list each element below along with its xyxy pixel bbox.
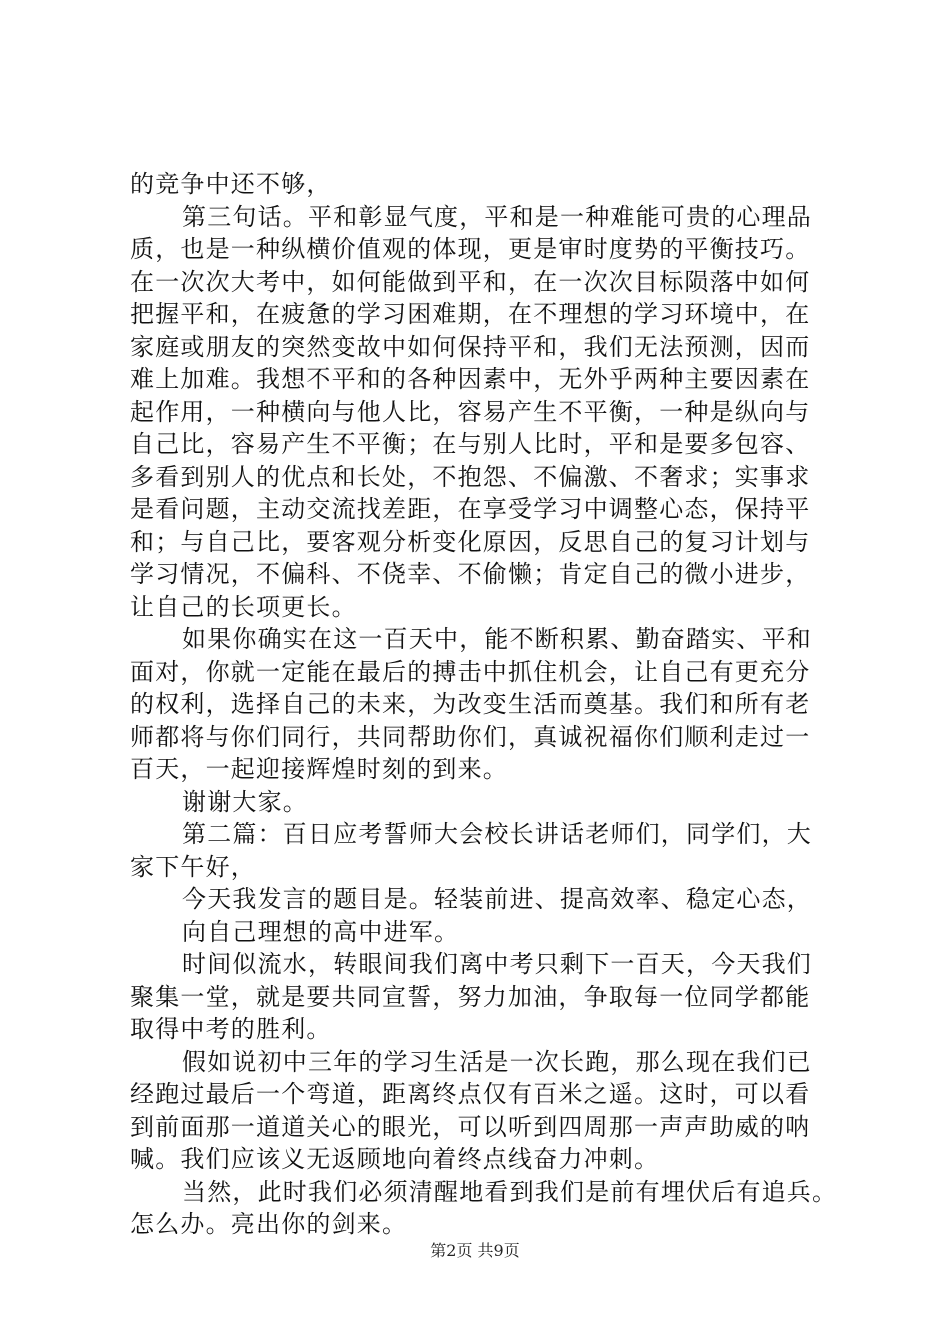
text-line: 难上加难。我想不平和的各种因素中，无外乎两种主要因素在 <box>130 365 811 393</box>
text-line: 质，也是一种纵横价值观的体现，更是审时度势的平衡技巧。 <box>130 235 811 263</box>
text-line: 假如说初中三年的学习生活是一次长跑，那么现在我们已 <box>182 1047 812 1076</box>
text-line: 经跑过最后一个弯道，距离终点仅有百米之遥。这时，可以看 <box>130 1080 811 1108</box>
text-line: 到前面那一道道关心的眼光，可以听到四周那一声声助威的呐 <box>130 1112 811 1141</box>
text-line: 向自己理想的高中进军。 <box>182 917 460 946</box>
text-line: 取得中考的胜利。 <box>130 1015 332 1043</box>
text-line: 的权利，选择自己的未来，为改变生活而奠基。我们和所有老 <box>130 690 811 718</box>
text-line: 时间似流水，转眼间我们离中考只剩下一百天，今天我们 <box>182 950 812 978</box>
text-line: 让自己的长项更长。 <box>130 592 357 621</box>
text-line: 百天，一起迎接辉煌时刻的到来。 <box>130 755 508 783</box>
text-line: 起作用，一种横向与他人比，容易产生不平衡，一种是纵向与 <box>130 397 811 426</box>
text-line: 怎么办。亮出你的剑来。 <box>130 1210 408 1238</box>
text-line: 第二篇：百日应考誓师大会校长讲话老师们，同学们，大 <box>182 820 812 848</box>
text-line: 师都将与你们同行，共同帮助你们，真诚祝福你们顺利走过一 <box>130 722 811 751</box>
body-text <box>130 168 838 1241</box>
text-line: 喊。我们应该义无返顾地向着终点线奋力冲刺。 <box>130 1145 660 1173</box>
text-line: 和；与自己比，要客观分析变化原因，反思自己的复习计划与 <box>130 527 811 556</box>
text-line: 谢谢大家。 <box>182 787 308 816</box>
text-line: 是看问题，主动交流找差距，在享受学习中调整心态，保持平 <box>130 495 811 523</box>
text-line: 自己比，容易产生不平衡；在与别人比时，平和是要多包容、 <box>130 430 811 458</box>
text-line: 家下午好， <box>130 852 256 881</box>
text-line: 面对，你就一定能在最后的搏击中抓住机会，让自己有更充分 <box>130 657 811 686</box>
text-line: 学习情况，不偏科、不侥幸、不偷懒；肯定自己的微小进步， <box>130 560 811 588</box>
text-line: 把握平和，在疲惫的学习困难期，在不理想的学习环境中，在 <box>130 300 811 328</box>
text-line: 第三句话。平和彰显气度，平和是一种难能可贵的心理品 <box>182 202 812 231</box>
text-line: 多看到别人的优点和长处，不抱怨、不偏激、不奢求；实事求 <box>130 462 811 491</box>
text-line: 当然，此时我们必须清醒地看到我们是前有埋伏后有追兵。 <box>182 1177 838 1206</box>
text-line: 在一次次大考中，如何能做到平和，在一次次目标陨落中如何 <box>130 267 811 296</box>
text-line: 今天我发言的题目是。轻装前进、提高效率、稳定心态， <box>182 885 812 913</box>
text-line: 聚集一堂，就是要共同宣誓，努力加油，争取每一位同学都能 <box>130 982 811 1011</box>
page-footer: 第2页 共9页 <box>430 1241 520 1260</box>
text-line: 如果你确实在这一百天中，能不断积累、勤奋踏实、平和 <box>182 625 812 653</box>
text-line: 的竞争中还不够， <box>130 170 332 198</box>
text-line: 家庭或朋友的突然变故中如何保持平和，我们无法预测，因而 <box>130 332 811 361</box>
